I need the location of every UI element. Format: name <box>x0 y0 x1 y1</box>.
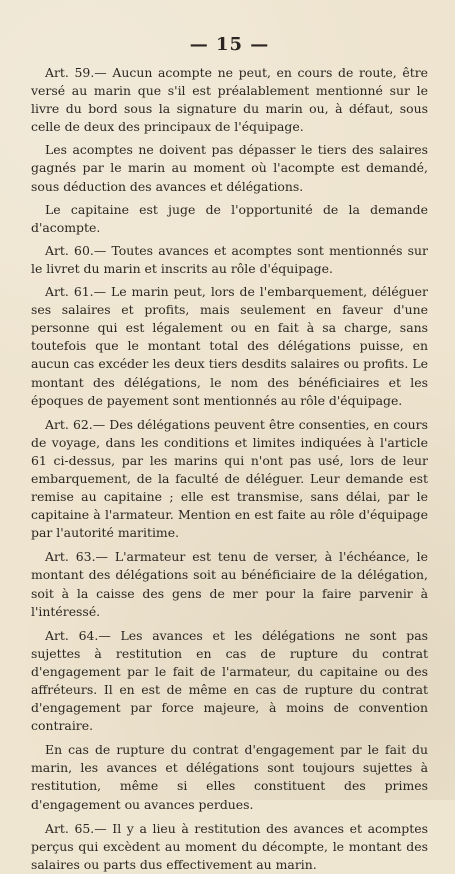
captain-judge-paragraph: Le capitaine est juge de l'opportunité de la demande d'acompte. <box>31 201 428 235</box>
article-64-paragraph: Art. 64.— Les avances et les délégations ne sont pas sujettes à restitution en cas de rupture du contrat d'engagement par le fait de l'armateur, du capitaine ou des affréteurs. Il en est de même en cas de rupture du contrat d'engagement par force majeure, à moins de convention contraire. <box>31 627 428 734</box>
article-59-paragraph: Art. 59.— Aucun acompte ne peut, en cours de route, être versé au marin que s'il est préalablement mentionné sur le livre du bord sous la signature du marin ou, à défaut, sous celle de deux des principaux de l'équipage. <box>31 65 428 135</box>
acompte-limit-paragraph: Les acomptes ne doivent pas dépasser le tiers des salaires gagnés par le marin au moment où l'acompte est demandé, sous déduction des avances et délégations. <box>31 142 428 194</box>
rupture-paragraph: En cas de rupture du contrat d'engagement par le fait du marin, les avances et délégations sont toujours sujettes à restitution, même si elles constituent des primes d'engagement ou avances perdues. <box>31 742 428 812</box>
page-number: — 15 — <box>189 34 270 55</box>
article-62-paragraph: Art. 62.— Des délégations peuvent être consenties, en cours de voyage, dans les conditions et limites indiquées à l'article 61 ci-dessus, par les marins qui n'ont pas usé, lors de leur embarquement, de la faculté de déléguer. Leur demande est remise au capitaine ; elle est transmise, sans délai, par le capitaine à l'armateur. Mention en est faite au rôle d'équipage par l'autorité maritime. <box>31 416 428 541</box>
article-60-paragraph: Art. 60.— Toutes avances et acomptes sont mentionnés sur le livret du marin et inscrits au rôle d'équipage. <box>31 242 428 276</box>
article-63-paragraph: Art. 63.— L'armateur est tenu de verser, à l'échéance, le montant des délégations soit au bénéficiaire de la délégation, soit à la caisse des gens de mer pour la faire parvenir à l'intéressé. <box>31 549 428 619</box>
article-65-paragraph: Art. 65.— Il y a lieu à restitution des avances et acomptes perçus qui excèdent au moment du décompte, le montant des salaires ou parts dus effectivement au marin. <box>31 820 428 872</box>
article-61-paragraph: Art. 61.— Le marin peut, lors de l'embarquement, déléguer ses salaires et profits, mais seulement en faveur d'une personne qui est légalement ou en fait à sa charge, sans toutefois que le montant total des délégations puisse, en aucun cas excéder les deux tiers desdits salaires ou profits. Le montant des délégations, le nom des bénéficiaires et les époques de payement sont mentionnés au rôle d'équipage. <box>31 284 428 408</box>
